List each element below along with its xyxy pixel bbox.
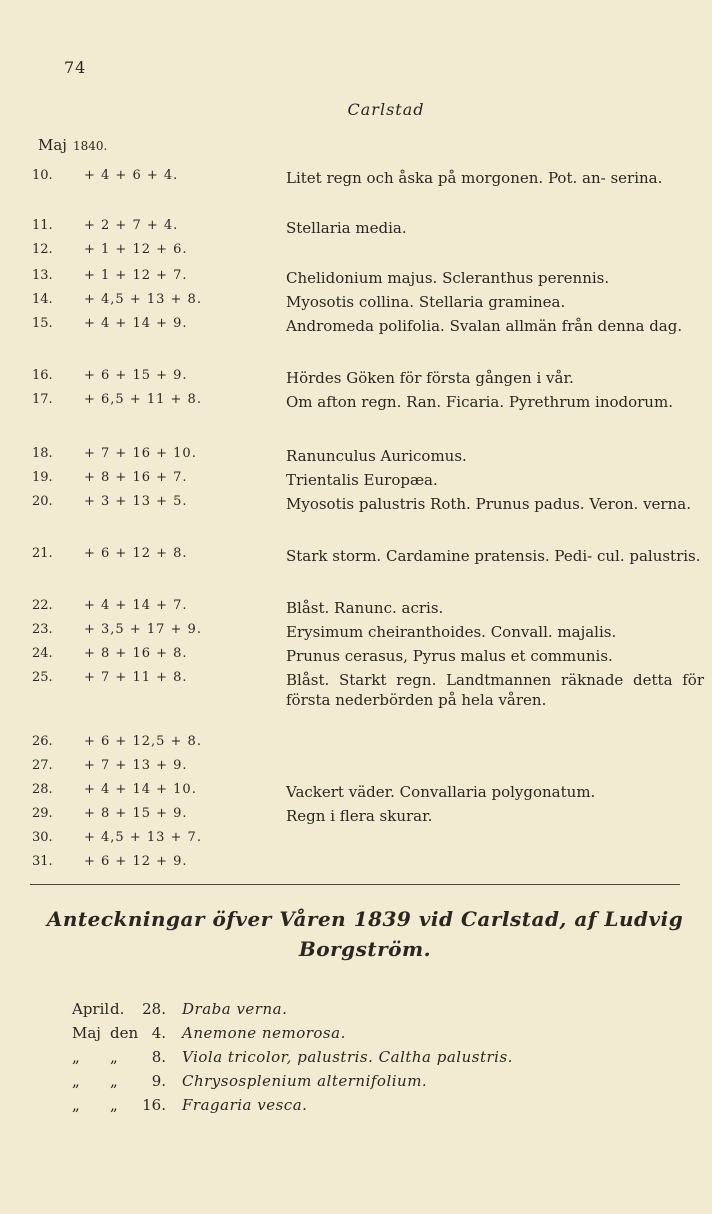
temperatures: + 7 + 16 + 10. bbox=[84, 446, 197, 461]
note: Om afton regn. Ran. Ficaria. Pyrethrum inodorum. bbox=[286, 393, 673, 411]
day: 23. bbox=[32, 622, 53, 637]
temperatures: + 8 + 15 + 9. bbox=[84, 806, 188, 821]
temperatures: + 6 + 15 + 9. bbox=[84, 368, 188, 383]
note: Blåst. Starkt regn. Landtmannen räknade detta för första nederbörden på hela våren. bbox=[286, 671, 704, 709]
temperatures: + 8 + 16 + 7. bbox=[84, 470, 188, 485]
day: 26. bbox=[32, 734, 53, 749]
temperatures: + 4,5 + 13 + 7. bbox=[84, 830, 202, 845]
temperatures: + 4 + 14 + 7. bbox=[84, 598, 188, 613]
temperatures: + 1 + 12 + 6. bbox=[84, 242, 188, 257]
species: Fragaria vesca. bbox=[182, 1096, 308, 1114]
day: 10. bbox=[32, 168, 53, 183]
temperatures: + 7 + 13 + 9. bbox=[84, 758, 188, 773]
species: Viola tricolor, palustris. Caltha palustris. bbox=[182, 1048, 513, 1066]
day: 30. bbox=[32, 830, 53, 845]
day: 14. bbox=[32, 292, 53, 307]
species: Anemone nemorosa. bbox=[182, 1024, 346, 1042]
day: 25. bbox=[32, 670, 53, 685]
day: 12. bbox=[32, 242, 53, 257]
day: 13. bbox=[32, 268, 53, 283]
temperatures: + 4 + 14 + 9. bbox=[84, 316, 188, 331]
day: 11. bbox=[32, 218, 53, 233]
note: Trientalis Europæa. bbox=[286, 471, 438, 489]
page-number: 74 bbox=[64, 58, 87, 77]
month: „ bbox=[72, 1072, 80, 1090]
sep: den bbox=[110, 1024, 139, 1042]
title-line-1: Anteckningar öfver Våren 1839 vid Carlstad, af Ludvig bbox=[46, 907, 684, 931]
running-header: Carlstad bbox=[347, 100, 425, 119]
species: Draba verna. bbox=[182, 1000, 288, 1018]
month-year: 1840. bbox=[72, 139, 108, 153]
sep: „ bbox=[110, 1048, 118, 1066]
temperatures: + 6,5 + 11 + 8. bbox=[84, 392, 202, 407]
sep: „ bbox=[110, 1096, 118, 1114]
day: 15. bbox=[32, 316, 53, 331]
species: Chrysosplenium alternifolium. bbox=[182, 1072, 428, 1090]
section-divider bbox=[30, 884, 680, 885]
note: Stellaria media. bbox=[286, 219, 407, 237]
sep: d. bbox=[110, 1000, 125, 1018]
temperatures: + 7 + 11 + 8. bbox=[84, 670, 188, 685]
day: 16. bbox=[32, 368, 53, 383]
day: 4. bbox=[151, 1024, 166, 1042]
day: 22. bbox=[32, 598, 53, 613]
month: Maj bbox=[72, 1024, 101, 1042]
note: Hördes Göken för första gången i vår. bbox=[286, 369, 574, 387]
section-title bbox=[20, 904, 710, 964]
temperatures: + 8 + 16 + 8. bbox=[84, 646, 188, 661]
day: 31. bbox=[32, 854, 53, 869]
temperatures: + 2 + 7 + 4. bbox=[84, 218, 179, 233]
note: Myosotis collina. Stellaria graminea. bbox=[286, 293, 566, 311]
day: 18. bbox=[32, 446, 53, 461]
day: 21. bbox=[32, 546, 53, 561]
month: April bbox=[72, 1000, 110, 1018]
temperatures: + 6 + 12 + 9. bbox=[84, 854, 188, 869]
day: 16. bbox=[142, 1096, 166, 1114]
month: „ bbox=[72, 1096, 80, 1114]
note: Vackert väder. Convallaria polygonatum. bbox=[286, 783, 596, 801]
day: 28. bbox=[32, 782, 53, 797]
note: Ranunculus Auricomus. bbox=[286, 447, 467, 465]
note: Blåst. Ranunc. acris. bbox=[286, 599, 444, 617]
temperatures: + 4 + 6 + 4. bbox=[84, 168, 179, 183]
day: 9. bbox=[151, 1072, 166, 1090]
note: Prunus cerasus, Pyrus malus et communis. bbox=[286, 647, 613, 665]
day: 20. bbox=[32, 494, 53, 509]
day: 17. bbox=[32, 392, 53, 407]
month: „ bbox=[72, 1048, 80, 1066]
day: 8. bbox=[151, 1048, 166, 1066]
month-name: Maj bbox=[38, 136, 67, 154]
day: 29. bbox=[32, 806, 53, 821]
note: Erysimum cheiranthoides. Convall. majalis. bbox=[286, 623, 617, 641]
month-label bbox=[38, 136, 107, 154]
day: 28. bbox=[142, 1000, 166, 1018]
note: Stark storm. Cardamine pratensis. Pedi- cul. palustris. bbox=[286, 547, 701, 565]
note: Andromeda polifolia. Svalan allmän från denna dag. bbox=[286, 317, 683, 335]
note: Regn i flera skurar. bbox=[286, 807, 433, 825]
day: 27. bbox=[32, 758, 53, 773]
note: Myosotis palustris Roth. Prunus padus. Veron. verna. bbox=[286, 495, 691, 513]
temperatures: + 3,5 + 17 + 9. bbox=[84, 622, 202, 637]
temperatures: + 6 + 12 + 8. bbox=[84, 546, 188, 561]
sep: „ bbox=[110, 1072, 118, 1090]
temperatures: + 1 + 12 + 7. bbox=[84, 268, 188, 283]
note: Chelidonium majus. Scleranthus perennis. bbox=[286, 269, 610, 287]
day: 24. bbox=[32, 646, 53, 661]
temperatures: + 4,5 + 13 + 8. bbox=[84, 292, 202, 307]
day: 19. bbox=[32, 470, 53, 485]
note: Litet regn och åska på morgonen. Pot. an- serina. bbox=[286, 169, 663, 187]
temperatures: + 4 + 14 + 10. bbox=[84, 782, 197, 797]
temperatures: + 3 + 13 + 5. bbox=[84, 494, 188, 509]
title-line-2: Borgström. bbox=[298, 937, 432, 961]
temperatures: + 6 + 12,5 + 8. bbox=[84, 734, 202, 749]
